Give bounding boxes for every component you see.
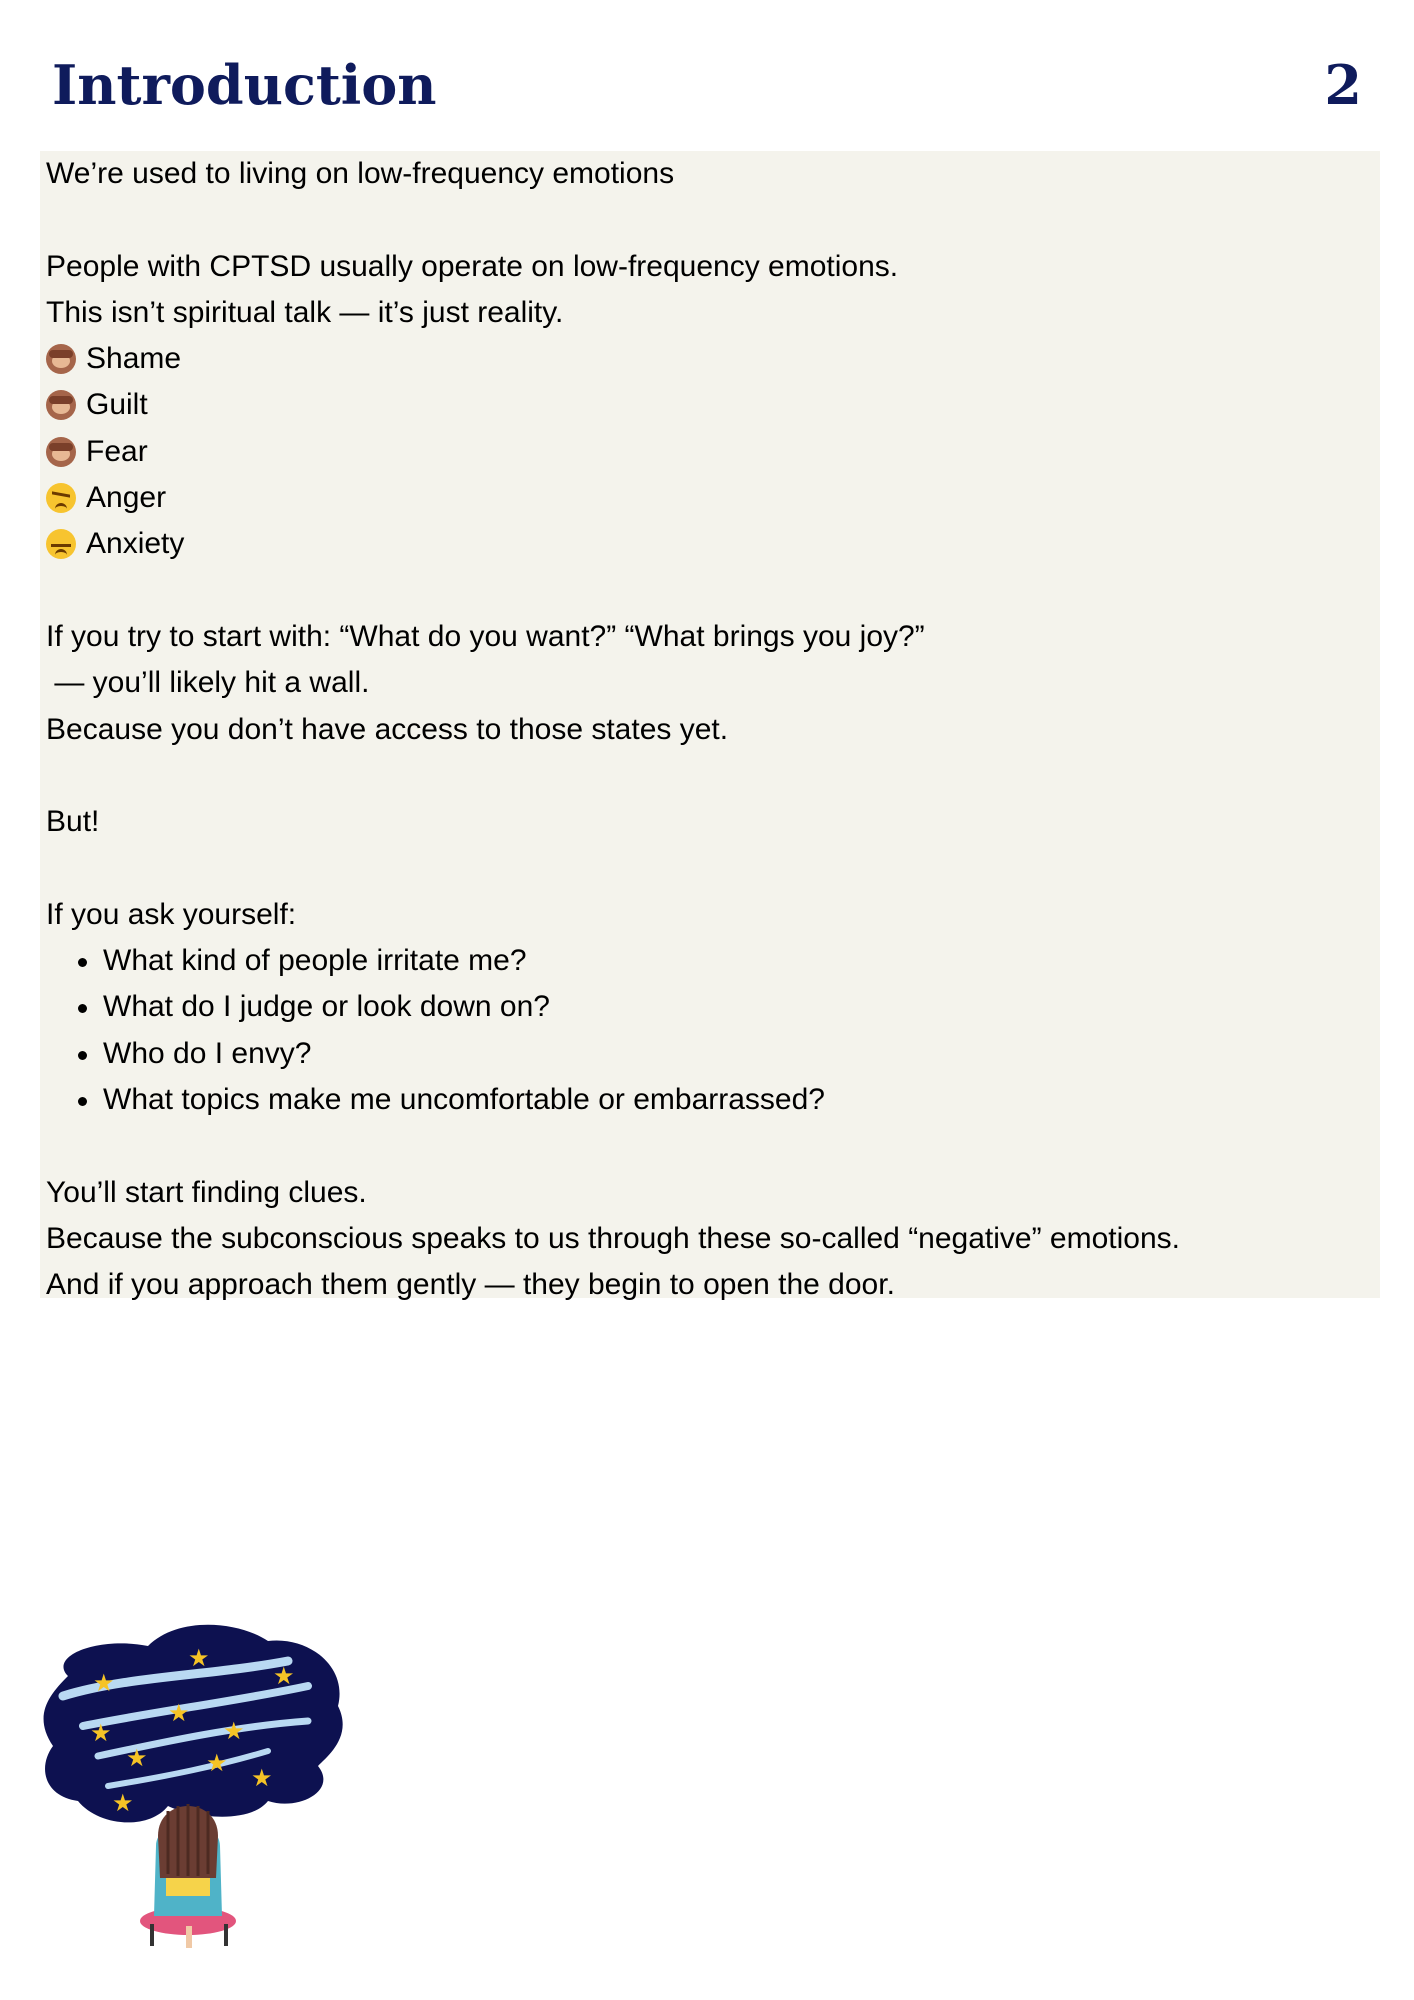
closing-line: Because the subconscious speaks to us through these so-called “negative” emotions. [46,1221,1180,1255]
question-list [46,938,1380,1123]
star-icon: ★ [112,1790,134,1817]
content-box [40,151,1380,1302]
star-icon: ★ [251,1765,273,1792]
wall-line: Because you don’t have access to those states yet. [46,712,729,746]
emotion-label: Anxiety [86,527,185,561]
closing-line: You’ll start finding clues. [46,1175,367,1209]
list-item: What kind of people irritate me? [103,938,1380,984]
intro-line: This isn’t spiritual talk — it’s just reality. [46,295,564,329]
emotion-item-anger [46,475,1380,521]
emotion-label: Anger [86,481,167,515]
heading-line: We’re used to living on low-frequency emotions [46,157,675,190]
star-icon: ★ [168,1700,190,1727]
wall-line: — you’ll likely hit a wall. [46,666,370,700]
disappointed-face-icon [46,529,76,559]
angry-face-icon [46,483,76,513]
star-icon: ★ [273,1663,295,1690]
intro-line: People with CPTSD usually operate on low-frequency emotions. [46,249,899,283]
blank-line [46,197,1380,243]
emotion-label: Shame [86,342,182,376]
list-item: What do I judge or look down on? [103,984,1380,1030]
closing-line: And if you approach them gently — they begin to open the door. [46,1268,895,1302]
emotion-item-guilt [46,382,1380,428]
blank-line [46,568,1380,614]
list-item: What topics make me uncomfortable or embarrassed? [103,1077,1380,1123]
emotion-label: Fear [86,434,148,468]
see-no-evil-monkey-icon [46,437,76,467]
star-icon: ★ [93,1670,115,1697]
girl-figure [140,1804,236,1948]
ask-line: If you ask yourself: [46,897,297,931]
see-no-evil-monkey-icon [46,344,76,374]
star-icon: ★ [126,1745,148,1772]
wall-line: If you try to start with: “What do you want?” “What brings you joy?” [46,619,925,653]
emotion-item-fear [46,429,1380,475]
emotion-item-shame [46,336,1380,382]
star-icon: ★ [188,1645,210,1672]
girl-starry-sky-illustration [38,1616,350,1956]
emotion-item-anxiety [46,521,1380,567]
blank-line [46,845,1380,891]
star-icon: ★ [206,1750,228,1777]
emotion-label: Guilt [86,388,148,422]
page-title: Introduction [52,53,437,117]
page-header [52,50,1362,120]
blank-line [46,1123,1380,1169]
page-number: 2 [1324,53,1362,117]
but-line: But! [46,805,100,839]
star-icon: ★ [90,1720,112,1747]
list-item: Who do I envy? [103,1031,1380,1077]
see-no-evil-monkey-icon [46,390,76,420]
star-icon: ★ [223,1718,245,1745]
blank-line [46,753,1380,799]
